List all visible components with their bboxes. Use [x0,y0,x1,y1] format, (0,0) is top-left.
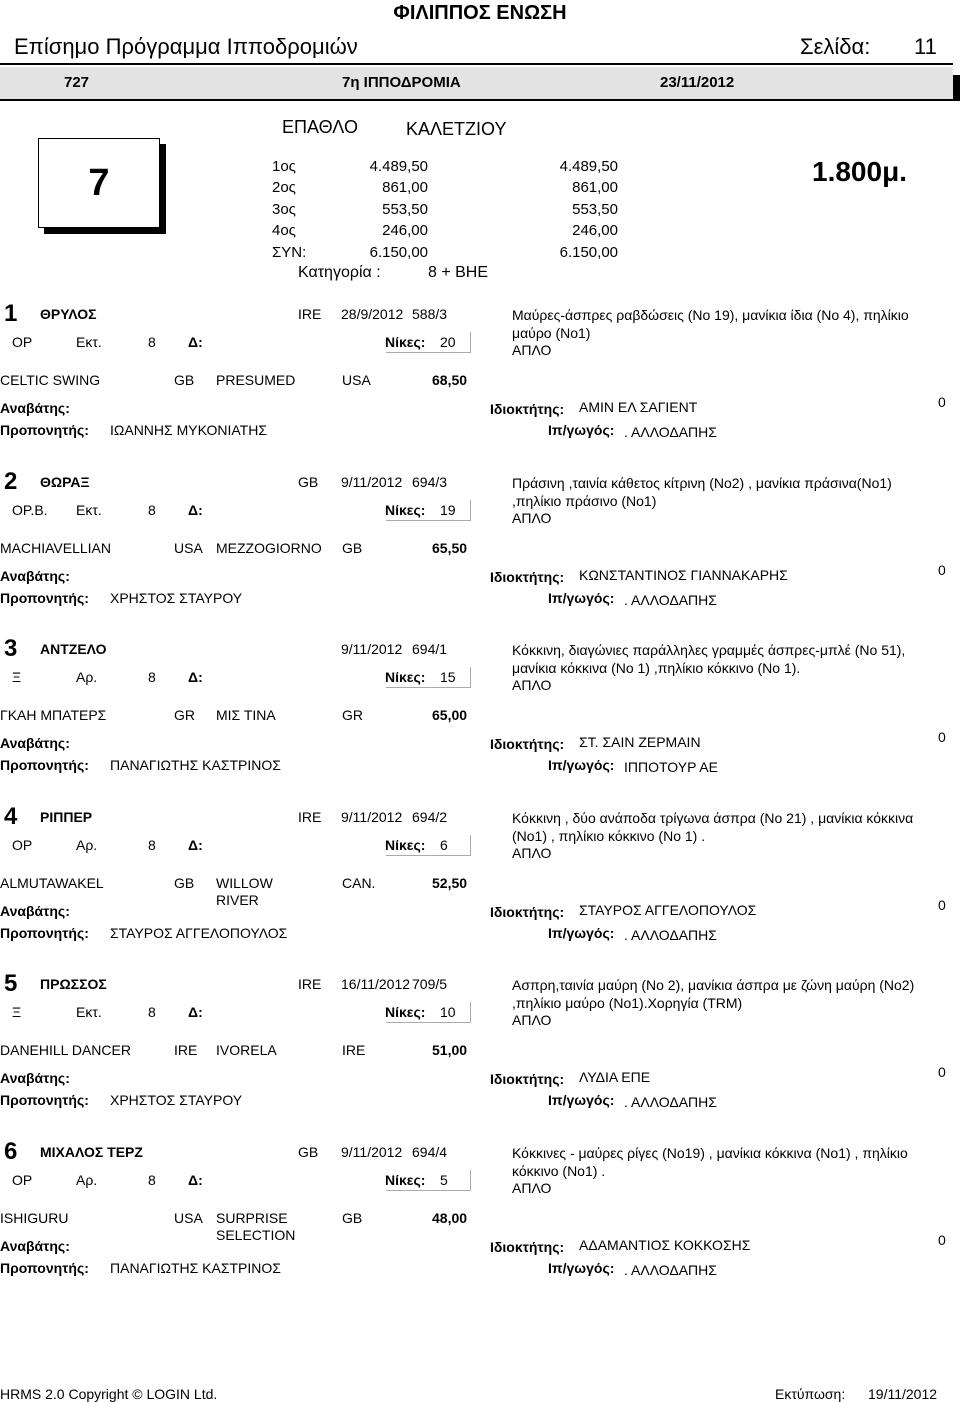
breeder-name: . ΑΛΛΟΔΑΠΗΣ [624,424,717,440]
race-ref: 694/4 [412,1144,448,1160]
wins-label: Νίκες: [385,334,426,350]
silks-type: ΑΠΛΟ [512,845,552,861]
wins-box [386,332,471,353]
silks-description: Κόκκινες - μαύρες ρίγες (Νο19) , μανίκια κόκκινα (Νο1) , πηλίκιο κόκκινο (Νο1) . [512,1145,908,1179]
entry-flag: 0 [938,394,946,410]
event-name: ΚΑΛΕΤΖΙΟΥ [406,119,507,139]
horse-sex: Ξ [12,669,22,685]
horse-sex: ΟΡ [12,334,33,350]
prize-amount: 4.489,50 [369,158,428,175]
program-title: Επίσημο Πρόγραμμα Ιπποδρομιών [14,34,358,59]
prize-amount-total: 553,50 [572,201,618,218]
race-date: 9/11/2012 [341,809,403,825]
breeder-label: Ιπ/γωγός: [548,590,615,606]
horse-name: ΡΙΠΠΕΡ [40,809,93,825]
entry-flag: 0 [938,729,946,745]
horse-sex: ΟΡ [12,837,33,853]
prize-amount: 553,50 [382,201,428,218]
horse-origin: GB [298,474,319,490]
trainer-label: Προπονητής: [0,1092,89,1108]
silks-description: Πράσινη ,ταινία κάθετος κίτρινη (Νο2) , μανίκια πράσινα(Νο1) ,πηλίκιο πράσινο (Νο1) [512,475,892,509]
sire-name: MACHIAVELLIAN [0,540,111,556]
wins-label: Νίκες: [385,502,426,518]
sire-name: CELTIC SWING [0,372,101,388]
prize-place: 3ος [272,201,296,218]
silks-description: Μαύρες-άσπρες ραβδώσεις (Νο 19), μανίκια ίδια (Νο 4), πηλίκιο μαύρο (Νο1) [512,307,909,341]
breeder-label: Ιπ/γωγός: [548,1092,615,1108]
breeder-name: . ΑΛΛΟΔΑΠΗΣ [624,592,717,608]
horse-origin: GB [298,1144,319,1160]
silks-type: ΑΠΛΟ [512,677,552,693]
horse-age: 8 [148,837,156,853]
prize-amount: 6.150,00 [369,244,428,261]
page-label: Σελίδα: [800,34,871,59]
sire-origin: GB [174,875,195,891]
silks-type: ΑΠΛΟ [512,510,552,526]
jockey-label: Αναβάτης: [0,903,70,919]
race-date: 23/11/2012 [660,74,735,91]
bar-shadow [953,75,960,101]
trainer-name: ΧΡΗΣΤΟΣ ΣΤΑΥΡΟΥ [110,590,243,606]
horse-age: 8 [148,669,156,685]
wins-box [386,835,471,856]
horse-weight: 68,50 [432,372,468,388]
race-ref: 694/2 [412,809,448,825]
silks-description: Κόκκινη , δύο ανάποδα τρίγωνα άσπρα (Νο 21) , μανίκια κόκκινα (Νο1) , πηλίκιο κόκκινο (Νο 1) . [512,810,914,844]
race-ref: 588/3 [412,306,448,322]
horse-origin: IRE [298,976,322,992]
wins-box [386,1002,471,1023]
sire-origin: USA [174,1210,203,1226]
wins-count: 15 [440,669,456,685]
race-date: 9/11/2012 [341,474,403,490]
owner-label: Ιδιοκτήτης: [490,1071,565,1087]
owner-name: ΚΩΝΣΤΑΝΤΙΝΟΣ ΓΙΑΝΝΑΚΑΡΗΣ [579,567,788,583]
jockey-label: Αναβάτης: [0,735,70,751]
wins-count: 10 [440,1004,456,1020]
horse-number: 6 [4,1138,18,1165]
dam-origin: USA [342,372,371,388]
race-date: 9/11/2012 [341,641,403,657]
horse-number: 4 [4,803,18,830]
race-date: 16/11/2012 [341,976,411,992]
wins-count: 20 [440,334,456,350]
print-date: 19/11/2012 [868,1386,938,1402]
dam-name: IVORELA [216,1042,277,1058]
race-ref: 709/5 [412,976,448,992]
category-value: 8 + ΒΗΕ [428,264,489,281]
horse-weight: 51,00 [432,1042,468,1058]
entry-flag: 0 [938,1232,946,1248]
header-divider [0,63,953,65]
trainer-label: Προπονητής: [0,422,89,438]
delta-label: Δ: [188,837,203,853]
breeder-name: ΙΠΠΟΤΟΥΡ ΑΕ [624,759,718,775]
horse-sex: ΟΡ.Β. [12,502,48,518]
horse-age: 8 [148,1172,156,1188]
prize-place: 2ος [272,179,296,196]
horse-color: Αρ. [76,837,98,853]
owner-name: ΣΤΑΥΡΟΣ ΑΓΓΕΛΟΠΟΥΛΟΣ [579,902,757,918]
prize-place: 4ος [272,222,296,239]
horse-origin: IRE [298,306,322,322]
prize-place: 1ος [272,158,296,175]
horse-age: 8 [148,502,156,518]
owner-label: Ιδιοκτήτης: [490,401,565,417]
horse-name: ΠΡΩΣΣΟΣ [40,976,107,992]
prize-amount-total: 861,00 [572,179,618,196]
page-number: 11 [914,34,937,59]
wins-label: Νίκες: [385,1004,426,1020]
breeder-label: Ιπ/γωγός: [548,925,615,941]
delta-label: Δ: [188,669,203,685]
race-ref: 694/1 [412,641,448,657]
horse-number: 2 [4,468,18,495]
sire-origin: IRE [174,1042,198,1058]
delta-label: Δ: [188,334,203,350]
horse-number: 3 [4,635,18,662]
prize-amount-total: 246,00 [572,222,618,239]
race-date: 28/9/2012 [341,306,404,322]
silks-type: ΑΠΛΟ [512,1012,552,1028]
footer-copyright: HRMS 2.0 Copyright © LOGIN Ltd. [0,1386,218,1402]
horse-name: ΘΡΥΛΟΣ [40,306,97,322]
sire-name: ΓΚΑΗ ΜΠΑΤΕΡΣ [0,707,107,723]
sire-name: ALMUTAWAKEL [0,875,104,891]
breeder-name: . ΑΛΛΟΔΑΠΗΣ [624,927,717,943]
sire-origin: GR [174,707,195,723]
horse-color: Αρ. [76,1172,98,1188]
event-label: ΕΠΑΘΛΟ [282,117,358,137]
race-distance: 1.800μ. [812,156,907,187]
breeder-label: Ιπ/γωγός: [548,422,615,438]
horse-origin: IRE [298,809,322,825]
dam-origin: GR [342,707,363,723]
breeder-name: . ΑΛΛΟΔΑΠΗΣ [624,1262,717,1278]
owner-name: ΛΥΔΙΑ ΕΠΕ [579,1069,651,1085]
breeder-label: Ιπ/γωγός: [548,757,615,773]
horse-number: 1 [4,300,18,327]
trainer-name: ΠΑΝΑΓΙΩΤΗΣ ΚΑΣΤΡΙΝΟΣ [110,1260,281,1276]
race-number-box: 7 [38,138,160,228]
dam-origin: IRE [342,1042,366,1058]
sire-origin: GB [174,372,195,388]
dam-name: ΜΙΣ ΤΙΝΑ [216,707,276,723]
wins-label: Νίκες: [385,1172,426,1188]
wins-count: 6 [440,837,448,853]
dam-origin: GB [342,540,363,556]
dam-name: SURPRISE SELECTION [216,1210,296,1243]
wins-box [386,500,471,521]
delta-label: Δ: [188,1172,203,1188]
silks-description: Κόκκινη, διαγώνιες παράλληλες γραμμές άσπρες-μπλέ (Νο 51), μανίκια κόκκινα (Νο 1) ,πηλίκιο κόκκινο (Νο 1). [512,642,906,676]
entry-flag: 0 [938,1064,946,1080]
breeder-label: Ιπ/γωγός: [548,1260,615,1276]
sire-origin: USA [174,540,203,556]
trainer-label: Προπονητής: [0,925,89,941]
horse-color: Εκτ. [76,334,102,350]
trainer-label: Προπονητής: [0,757,89,773]
category-label: Κατηγορία : [298,264,381,281]
silks-description: Ασπρη,ταινία μαύρη (Νο 2), μανίκια άσπρα με ζώνη μαύρη (Νο2) ,πηλίκιο μαύρο (Νο1).Χορηγία (TRM) [512,977,915,1011]
jockey-label: Αναβάτης: [0,568,70,584]
prize-amount: 246,00 [382,222,428,239]
race-ref: 694/3 [412,474,448,490]
jockey-label: Αναβάτης: [0,400,70,416]
sire-name: ISHIGURU [0,1210,69,1226]
wins-box [386,667,471,688]
owner-name: ΑΜΙΝ ΕΛ ΣΑΓΙΕΝΤ [579,399,698,415]
jockey-label: Αναβάτης: [0,1238,70,1254]
dam-origin: CAN. [342,875,376,891]
dam-name: MEZZOGIORNO [216,540,322,556]
trainer-name: ΙΩΑΝΝΗΣ ΜΥΚΟΝΙΑΤΗΣ [110,422,267,438]
race-code: 727 [64,74,90,91]
entry-flag: 0 [938,897,946,913]
owner-label: Ιδιοκτήτης: [490,569,565,585]
print-label: Εκτύπωση: [775,1386,846,1402]
dam-origin: GB [342,1210,363,1226]
entry-flag: 0 [938,562,946,578]
delta-label: Δ: [188,1004,203,1020]
owner-name: ΑΔΑΜΑΝΤΙΟΣ ΚΟΚΚΟΣΗΣ [579,1237,751,1253]
wins-box [386,1170,471,1191]
wins-count: 19 [440,502,456,518]
wins-label: Νίκες: [385,837,426,853]
trainer-name: ΧΡΗΣΤΟΣ ΣΤΑΥΡΟΥ [110,1092,243,1108]
horse-color: Αρ. [76,669,98,685]
wins-label: Νίκες: [385,669,426,685]
horse-weight: 65,50 [432,540,468,556]
dam-name: PRESUMED [216,372,296,388]
owner-label: Ιδιοκτήτης: [490,736,565,752]
race-date: 9/11/2012 [341,1144,403,1160]
horse-number: 5 [4,970,18,997]
horse-weight: 65,00 [432,707,468,723]
prize-amount: 861,00 [382,179,428,196]
silks-type: ΑΠΛΟ [512,1180,552,1196]
prize-amount-total: 4.489,50 [559,158,618,175]
horse-weight: 48,00 [432,1210,468,1226]
race-label: 7η ΙΠΠΟΔΡΟΜΙΑ [342,74,461,91]
horse-name: ΘΩΡΑΞ [40,474,90,490]
prize-amount-total: 6.150,00 [559,244,618,261]
silks-type: ΑΠΛΟ [512,342,552,358]
dam-name: WILLOW RIVER [216,875,273,908]
horse-sex: ΟΡ [12,1172,33,1188]
trainer-label: Προπονητής: [0,1260,89,1276]
horse-sex: Ξ [12,1004,22,1020]
horse-color: Εκτ. [76,1004,102,1020]
horse-age: 8 [148,1004,156,1020]
horse-weight: 52,50 [432,875,468,891]
owner-label: Ιδιοκτήτης: [490,904,565,920]
delta-label: Δ: [188,502,203,518]
trainer-label: Προπονητής: [0,590,89,606]
race-info-bar [0,67,953,101]
wins-count: 5 [440,1172,448,1188]
horse-color: Εκτ. [76,502,102,518]
club-name: ΦΙΛΙΠΠΟΣ ΕΝΩΣΗ [393,2,567,24]
owner-label: Ιδιοκτήτης: [490,1239,565,1255]
prize-place: ΣΥΝ: [272,244,307,261]
jockey-label: Αναβάτης: [0,1070,70,1086]
horse-name: ΑΝΤΖΕΛΟ [40,641,107,657]
trainer-name: ΠΑΝΑΓΙΩΤΗΣ ΚΑΣΤΡΙΝΟΣ [110,757,281,773]
trainer-name: ΣΤΑΥΡΟΣ ΑΓΓΕΛΟΠΟΥΛΟΣ [110,925,288,941]
breeder-name: . ΑΛΛΟΔΑΠΗΣ [624,1094,717,1110]
owner-name: ΣΤ. ΣΑΙΝ ΖΕΡΜΑΙΝ [579,734,701,750]
horse-age: 8 [148,334,156,350]
sire-name: DANEHILL DANCER [0,1042,131,1058]
horse-name: ΜΙΧΑΛΟΣ ΤΕΡΖ [40,1144,143,1160]
